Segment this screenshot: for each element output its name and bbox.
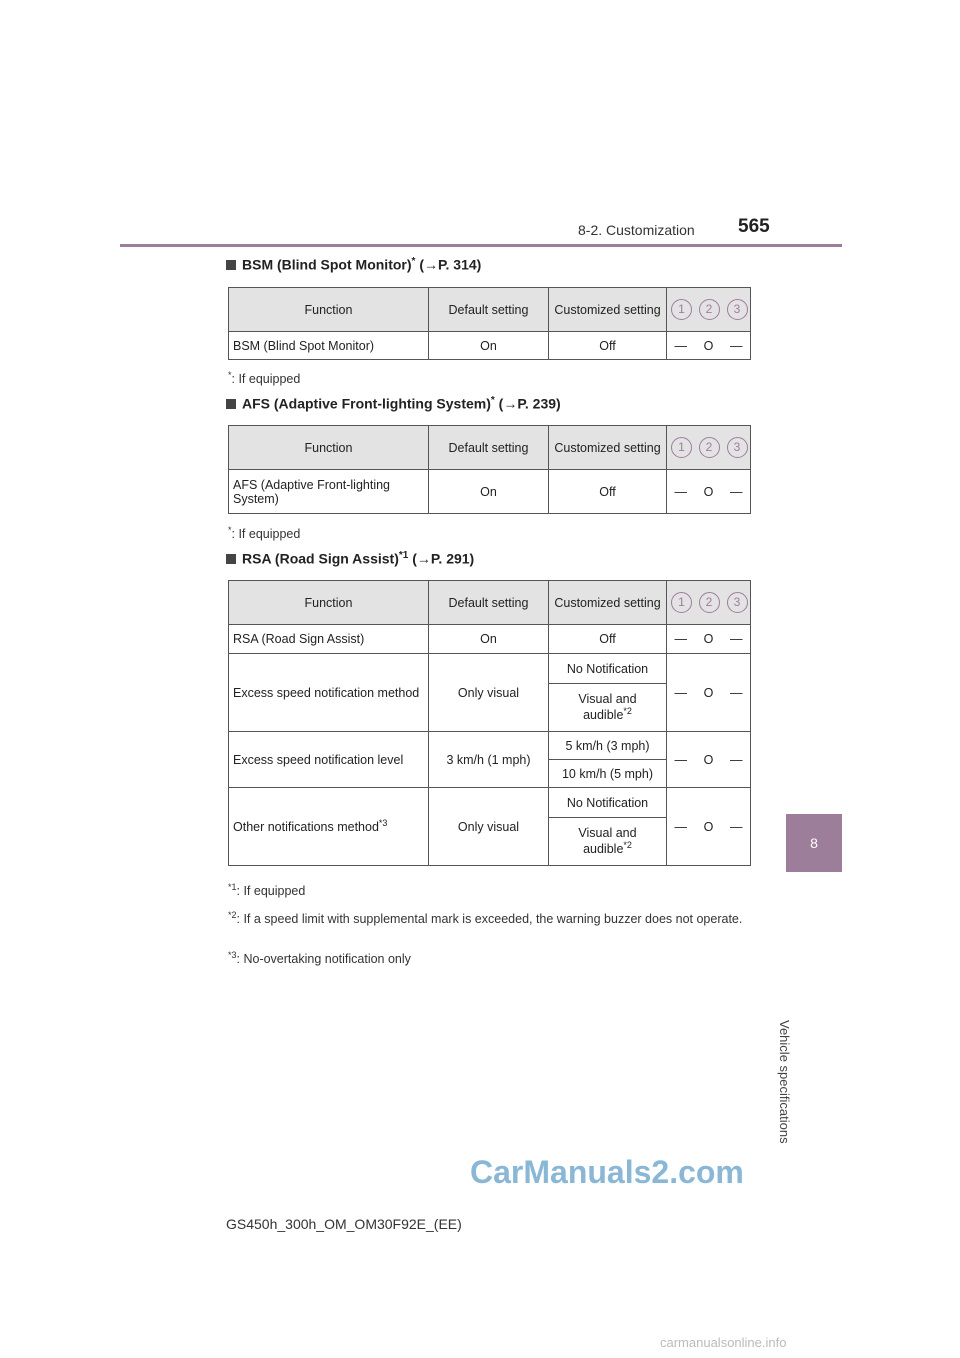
- col-header-customized: Customized setting: [549, 288, 667, 332]
- section-title-rsa: RSA (Road Sign Assist)$^{*1}$ (→P. 291): [226, 550, 474, 567]
- number-2-icon: 2: [699, 299, 720, 320]
- page-header: [120, 216, 842, 247]
- number-2-icon: 2: [699, 592, 720, 613]
- watermark: CarManuals2.com: [470, 1154, 744, 1190]
- footnote: *: If equipped: [228, 525, 301, 542]
- table-row: AFS (Adaptive Front-lighting System) On Off — O —: [229, 470, 751, 514]
- col-header-default: Default setting: [429, 581, 549, 625]
- number-1-icon: 1: [671, 299, 692, 320]
- col-header-customized: Customized setting: [549, 581, 667, 625]
- watermark-bottom: carmanualsonline.info: [660, 1335, 787, 1350]
- footnote: *: If equipped: [228, 370, 301, 387]
- number-3-icon: 3: [727, 299, 748, 320]
- section-label: 8-2. Customization: [578, 222, 695, 238]
- section-title-afs: AFS (Adaptive Front-lighting System)* (→P. 239): [226, 395, 561, 412]
- option-visual-audible: Visual and audible$^{*2}$: [549, 684, 667, 732]
- square-bullet-icon: [226, 554, 236, 564]
- square-bullet-icon: [226, 260, 236, 270]
- chapter-tab: 8: [786, 814, 842, 872]
- number-1-icon: 1: [671, 437, 692, 458]
- col-header-customized: Customized setting: [549, 426, 667, 470]
- footnote: $^{*3}$: No-overtaking notification only: [228, 950, 411, 967]
- col-header-function: Function: [229, 581, 429, 625]
- section-title-bsm: BSM (Blind Spot Monitor)* (→P. 314): [226, 256, 481, 273]
- table-row: Other notifications method$^{*3}$ Only visual No Notification — O —: [229, 788, 751, 818]
- table-row: RSA (Road Sign Assist) On Off — O —: [229, 625, 751, 654]
- footnote: $^{*1}$: If equipped: [228, 882, 306, 899]
- col-header-default: Default setting: [429, 426, 549, 470]
- col-header-function: Function: [229, 426, 429, 470]
- page-number: 565: [738, 216, 770, 237]
- square-bullet-icon: [226, 399, 236, 409]
- table-row: Excess speed notification level 3 km/h (1 mph) 5 km/h (3 mph) — O —: [229, 732, 751, 760]
- number-3-icon: 3: [727, 437, 748, 458]
- footnote: $^{*2}$: If a speed limit with supplemental mark is exceeded, the warning buzzer does not operate.: [228, 910, 743, 927]
- number-1-icon: 1: [671, 592, 692, 613]
- option-visual-audible: Visual and audible$^{*2}$: [549, 818, 667, 866]
- number-2-icon: 2: [699, 437, 720, 458]
- bsm-table: [228, 287, 751, 360]
- rsa-table: Function Default setting Customized setting 1 2 3 RSA (Road Sign Assist) On Off — O — Excess speed notification method Only visual No Notification — O — Visual and audible$^{*2}$ Excess speed notification level 3 km/h (1 mph) 5 km/h (3 mph) — O — 10 km/h (5 mph) Other notifications method$^{*3}$ Only visual No Notification — O — Visual and audible$^{*2}$: [228, 580, 751, 866]
- number-3-icon: 3: [727, 592, 748, 613]
- afs-table: [228, 425, 751, 514]
- chapter-title: Vehicle specifications: [777, 1020, 792, 1144]
- table-row: BSM (Blind Spot Monitor) On Off — O —: [229, 332, 751, 360]
- table-row: Excess speed notification method Only visual No Notification — O —: [229, 654, 751, 684]
- col-header-default: Default setting: [429, 288, 549, 332]
- col-header-function: Function: [229, 288, 429, 332]
- document-code: GS450h_300h_OM_OM30F92E_(EE): [226, 1216, 462, 1232]
